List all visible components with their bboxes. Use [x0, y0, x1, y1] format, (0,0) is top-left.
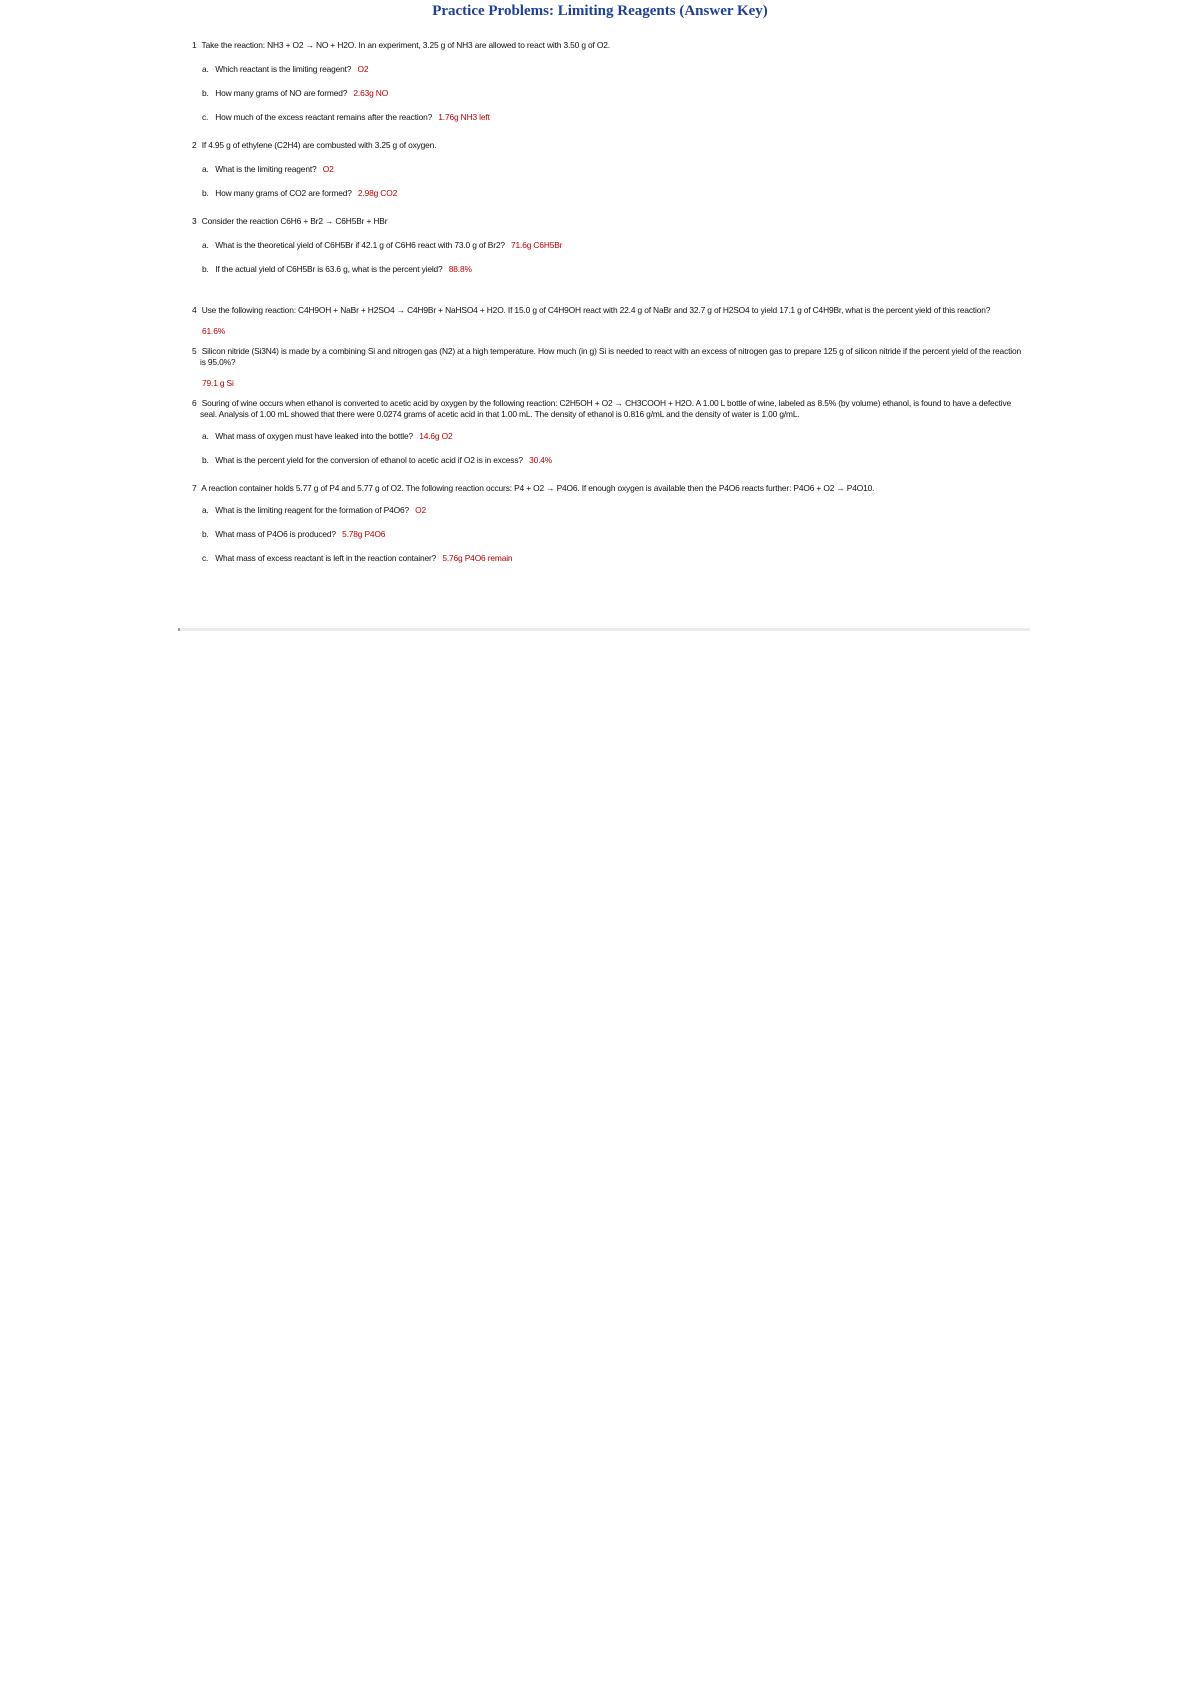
- question-3-prompt: [192, 216, 1028, 227]
- question-1-prompt: [192, 40, 1028, 51]
- question-number: 3: [192, 216, 197, 226]
- problem-list: [192, 40, 1028, 564]
- question-7b: [192, 529, 1028, 540]
- sub-bullet: a.: [202, 431, 209, 441]
- sub-question-text: What is the limiting reagent for the formation of P4O6?: [215, 505, 409, 515]
- question-5-prompt: [192, 346, 1028, 368]
- question-number: 6: [192, 398, 197, 408]
- question-7c: [192, 553, 1028, 564]
- answer: 5.76g P4O6 remain: [442, 553, 513, 563]
- question-number: 1: [192, 40, 197, 50]
- question-1a: [192, 64, 1028, 75]
- answer: 30.4%: [529, 455, 553, 465]
- answer: 5.78g P4O6: [342, 529, 386, 539]
- question-text: Consider the reaction C6H6 + Br2 → C6H5Br + HBr: [201, 216, 388, 226]
- sub-question-text: What is the limiting reagent?: [215, 164, 317, 174]
- sub-question-text: What mass of oxygen must have leaked into the bottle?: [215, 431, 414, 441]
- sub-bullet: b.: [202, 529, 209, 539]
- sub-bullet: c.: [202, 112, 209, 122]
- question-text: Take the reaction: NH3 + O2 → NO + H2O. In an experiment, 3.25 g of NH3 are allowed to react with 3.50 g of O2.: [201, 40, 610, 50]
- question-1: [192, 40, 1028, 123]
- question-5: [192, 346, 1028, 389]
- answer: O2: [415, 505, 427, 515]
- sub-question-text: How many grams of CO2 are formed?: [215, 188, 352, 198]
- question-4-answer: 61.6%: [202, 326, 225, 336]
- answer: O2: [322, 164, 334, 174]
- sub-question-text: Which reactant is the limiting reagent?: [215, 64, 352, 74]
- question-5-answer: 79.1 g Si: [202, 378, 234, 388]
- sub-bullet: a.: [202, 164, 209, 174]
- sub-question-text: What is the percent yield for the conversion of ethanol to acetic acid if O2 is in excess?: [215, 455, 523, 465]
- question-number: 4: [192, 305, 197, 315]
- question-1c: [192, 112, 1028, 123]
- sub-question-text: What mass of excess reactant is left in the reaction container?: [215, 553, 437, 563]
- sub-bullet: b.: [202, 455, 209, 465]
- answer: 1.76g NH3 left: [438, 112, 490, 122]
- question-text: A reaction container holds 5.77 g of P4 and 5.77 g of O2. The following reaction occurs: P4 + O2 → P4O6. If enough oxygen is available then the P4O6 reacts further: P4O6 + O2 → P4O10.: [201, 483, 875, 493]
- horizontal-divider: [178, 628, 1030, 631]
- page-title: Practice Problems: Limiting Reagents (Answer Key): [432, 3, 768, 19]
- question-7a: [192, 505, 1028, 516]
- question-text: Silicon nitride (Si3N4) is made by a combining Si and nitrogen gas (N2) at a high temperature. How much (in g) Si is needed to react with an excess of nitrogen gas to prepare 125 g of silicon nitride if the percent yield of the reaction is 95.0%?: [200, 346, 1022, 367]
- question-6b: [192, 455, 1028, 466]
- question-text: If 4.95 g of ethylene (C2H4) are combusted with 3.25 g of oxygen.: [201, 140, 437, 150]
- question-2-prompt: [192, 140, 1028, 151]
- sub-bullet: b.: [202, 88, 209, 98]
- answer: 71.6g C6H5Br: [511, 240, 563, 250]
- sub-bullet: b.: [202, 264, 209, 274]
- question-7-prompt: [192, 483, 1028, 494]
- answer: 2.63g NO: [353, 88, 389, 98]
- sub-bullet: b.: [202, 188, 209, 198]
- sub-bullet: c.: [202, 553, 209, 563]
- sub-bullet: a.: [202, 505, 209, 515]
- question-4-prompt: [192, 305, 1028, 316]
- question-3: [192, 216, 1028, 275]
- question-6a: [192, 431, 1028, 442]
- question-3b: [192, 264, 1028, 275]
- answer: 2.98g CO2: [357, 188, 398, 198]
- sub-question-text: What mass of P4O6 is produced?: [215, 529, 336, 539]
- question-number: 2: [192, 140, 197, 150]
- question-6-prompt: [192, 398, 1028, 420]
- question-number: 5: [192, 346, 197, 356]
- sub-question-text: How much of the excess reactant remains after the reaction?: [215, 112, 433, 122]
- question-2: [192, 140, 1028, 199]
- sub-question-text: How many grams of NO are formed?: [215, 88, 348, 98]
- question-7: [192, 483, 1028, 564]
- question-text: Souring of wine occurs when ethanol is converted to acetic acid by oxygen by the following reaction: C2H5OH + O2 → CH3COOH + H2O. A 1.00 L bottle of wine, labeled as 8.5% (by volume) ethanol, is found to have a defective seal. Analysis of 1.00 mL showed that there were 0.0274 grams of acetic acid in that 1.00 mL. The density of ethanol is 0.816 g/mL and the density of water is 1.00 g/mL.: [200, 398, 1012, 419]
- question-3a: [192, 240, 1028, 251]
- answer: 88.8%: [448, 264, 472, 274]
- question-2b: [192, 188, 1028, 199]
- question-text: Use the following reaction: C4H9OH + NaBr + H2SO4 → C4H9Br + NaHSO4 + H2O. If 15.0 g of C4H9OH react with 22.4 g of NaBr and 32.7 g of H2SO4 to yield 17.1 g of C4H9Br, what is the percent yield of this reaction?: [201, 305, 991, 315]
- question-1b: [192, 88, 1028, 99]
- question-6: [192, 398, 1028, 466]
- question-number: 7: [192, 483, 197, 493]
- sub-question-text: If the actual yield of C6H5Br is 63.6 g, what is the percent yield?: [215, 264, 443, 274]
- answer: 14.6g O2: [419, 431, 453, 441]
- question-2a: [192, 164, 1028, 175]
- answer: O2: [357, 64, 369, 74]
- sub-bullet: a.: [202, 64, 209, 74]
- question-4: [192, 305, 1028, 337]
- sub-bullet: a.: [202, 240, 209, 250]
- sub-question-text: What is the theoretical yield of C6H5Br if 42.1 g of C6H6 react with 73.0 g of Br2?: [215, 240, 505, 250]
